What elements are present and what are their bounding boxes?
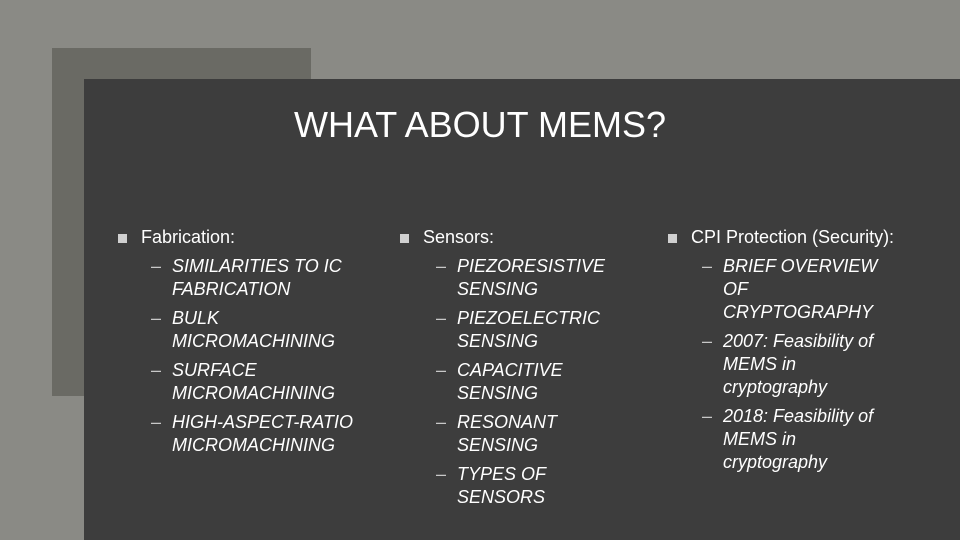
- list-item-text: 2018: Feasibility of MEMS in cryptography: [723, 406, 874, 472]
- dash-icon: –: [150, 360, 161, 380]
- list-item-text: BRIEF OVERVIEW OF CRYPTOGRAPHY: [723, 256, 878, 322]
- dash-icon: –: [150, 412, 161, 432]
- sub-list: [148, 255, 398, 457]
- bullet-row-sensors: [395, 226, 650, 249]
- list-item-text: PIEZOELECTRIC SENSING: [457, 308, 601, 351]
- dash-icon: –: [435, 412, 446, 432]
- list-item: [433, 307, 650, 353]
- list-item-text: 2007: Feasibility of MEMS in cryptography: [723, 331, 874, 397]
- list-item: [433, 359, 650, 405]
- column-sensors: [395, 226, 650, 515]
- bullet-row-fabrication: [113, 226, 398, 249]
- list-item: [699, 405, 899, 474]
- dash-icon: –: [435, 464, 446, 484]
- list-item: [433, 463, 650, 509]
- column-heading: CPI Protection (Security):: [691, 227, 895, 247]
- dash-icon: –: [150, 308, 161, 328]
- list-item-text: SURFACE MICROMACHINING: [172, 360, 335, 403]
- square-bullet-icon: [400, 234, 409, 243]
- dash-icon: –: [701, 256, 712, 276]
- list-item: [148, 307, 398, 353]
- list-item: [148, 411, 398, 457]
- square-bullet-icon: [668, 234, 677, 243]
- dash-icon: –: [435, 360, 446, 380]
- list-item: [148, 359, 398, 405]
- list-item: [699, 255, 899, 324]
- list-item-text: RESONANT SENSING: [457, 412, 558, 455]
- column-cpi-protection: [663, 226, 953, 480]
- list-item-text: BULK MICROMACHINING: [172, 308, 335, 351]
- square-bullet-icon: [118, 234, 127, 243]
- column-fabrication: [113, 226, 398, 463]
- list-item: [148, 255, 398, 301]
- list-item: [433, 411, 650, 457]
- slide-title: WHAT ABOUT MEMS?: [293, 104, 667, 145]
- sub-list: [433, 255, 650, 509]
- dash-icon: –: [435, 256, 446, 276]
- column-heading: Sensors:: [423, 227, 495, 247]
- dash-icon: –: [701, 331, 712, 351]
- list-item: [699, 330, 899, 399]
- column-heading: Fabrication:: [141, 227, 236, 247]
- bullet-row-cpi-protection: [663, 226, 953, 249]
- list-item-text: CAPACITIVE SENSING: [457, 360, 563, 403]
- sub-list: [699, 255, 953, 474]
- list-item-text: SIMILARITIES TO IC FABRICATION: [172, 256, 342, 299]
- list-item-text: HIGH-ASPECT-RATIO MICROMACHINING: [172, 412, 354, 455]
- dash-icon: –: [435, 308, 446, 328]
- list-item-text: PIEZORESISTIVE SENSING: [457, 256, 606, 299]
- list-item-text: TYPES OF SENSORS: [457, 464, 546, 507]
- dash-icon: –: [701, 406, 712, 426]
- list-item: [433, 255, 650, 301]
- dash-icon: –: [150, 256, 161, 276]
